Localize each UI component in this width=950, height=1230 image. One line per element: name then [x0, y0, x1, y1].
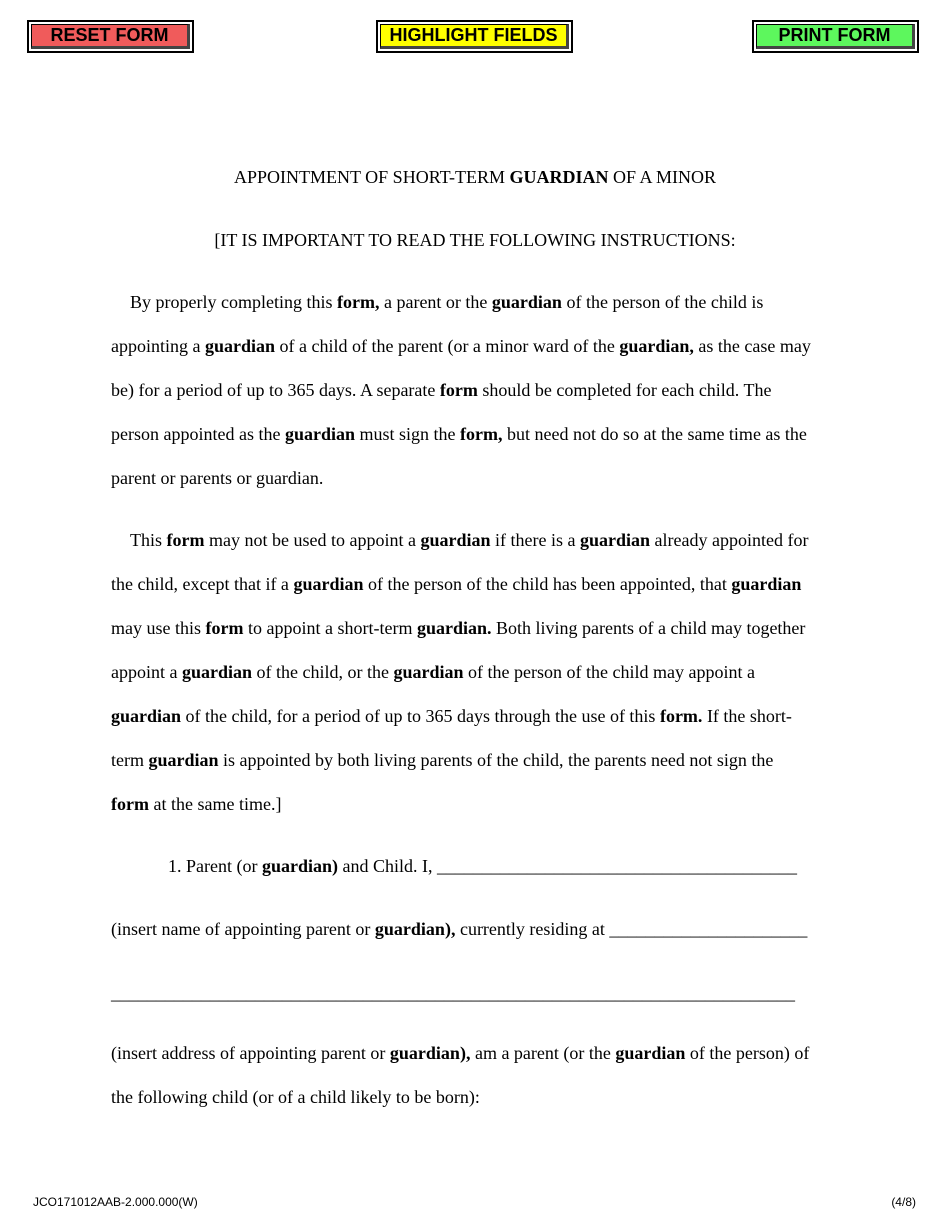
para2-line2: the child, except that if a guardian of the person of the child has been appointed, that guardian [111, 574, 802, 594]
reset-form-label: RESET FORM [31, 24, 190, 49]
para1-line3: be) for a period of up to 365 days. A separate form should be completed for each child. The [111, 380, 772, 400]
print-form-label: PRINT FORM [756, 24, 915, 49]
para1-line2: appointing a guardian of a child of the parent (or a minor ward of the guardian, as the case may [111, 336, 811, 356]
section1-line5: the following child (or of a child likely to be born): [111, 1087, 480, 1107]
para2-line6: term guardian is appointed by both living parents of the child, the parents need not sign the [111, 750, 774, 770]
highlight-fields-label: HIGHLIGHT FIELDS [380, 24, 569, 49]
para2-line7: form at the same time.] [111, 794, 282, 814]
address-field-1[interactable]: ______________________ [609, 919, 808, 939]
page-title: APPOINTMENT OF SHORT-TERM GUARDIAN OF A MINOR [234, 167, 716, 187]
para2-line3: may use this form to appoint a short-term guardian. Both living parents of a child may together [111, 618, 806, 638]
instructions-heading: [IT IS IMPORTANT TO READ THE FOLLOWING INSTRUCTIONS: [214, 230, 736, 250]
para1-line4: person appointed as the guardian must sign the form, but need not do so at the same time as the [111, 424, 807, 444]
section1-line3 [111, 982, 795, 1004]
form-code: JCO171012AAB-2.000.000(W) [33, 1195, 198, 1209]
para2-line1: This form may not be used to appoint a guardian if there is a guardian already appointed for [130, 530, 809, 550]
para2-line4: appoint a guardian of the child, or the guardian of the person of the child may appoint a [111, 662, 755, 682]
para2-line5: guardian of the child, for a period of up to 365 days through the use of this form. If the short- [111, 706, 792, 726]
address-field-2[interactable]: ____________________________________________________________________________ [111, 983, 795, 1003]
para1-line1: By properly completing this form, a parent or the guardian of the person of the child is [130, 292, 764, 312]
highlight-fields-button[interactable] [376, 20, 573, 53]
reset-form-button[interactable] [27, 20, 194, 53]
parent-name-field[interactable]: ________________________________________ [437, 856, 798, 876]
page-number: (4/8) [891, 1195, 916, 1209]
section1-line4: (insert address of appointing parent or guardian), am a parent (or the guardian of the person) of [111, 1043, 810, 1063]
para1-line5: parent or parents or guardian. [111, 468, 324, 488]
section1-line1: 1. Parent (or guardian) and Child. I, ________________________________________ [168, 856, 798, 876]
print-form-button[interactable] [752, 20, 919, 53]
section1-line2: (insert name of appointing parent or guardian), currently residing at ______________________ [111, 919, 808, 939]
